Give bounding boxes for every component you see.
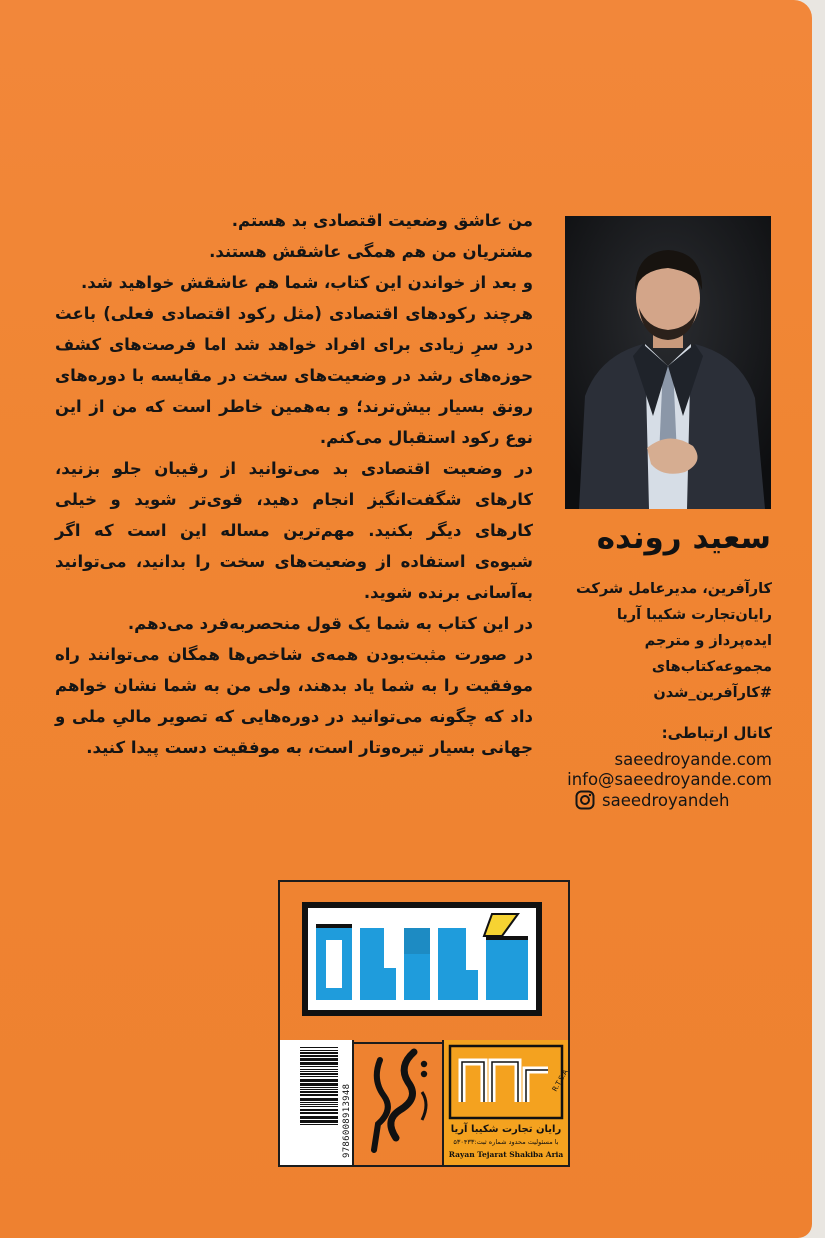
barcode-bar xyxy=(300,1066,338,1067)
barcode-bar xyxy=(300,1089,338,1090)
blurb-paragraph: در وضعیت اقتصادی بد می‌توانید از رقیبان جلو بزنید، کارهای شگفت‌انگیز انجام دهید، قوی‌تر شوید و خیلی کارهای دیگر بکنید. مهم‌ترین مساله این است که اگر شیوه‌ی استفاده از وضعیت‌های سخت را بدانید، می‌توانید به‌آسانی برنده شوید. xyxy=(55,459,533,602)
negah-imprint-logo xyxy=(354,1040,444,1165)
email-link[interactable]: info@saeedroyande.com xyxy=(567,770,772,789)
author-portrait-illustration xyxy=(565,216,771,509)
author-role-line: رایان‌تجارت شکیبا آریا xyxy=(616,607,772,623)
barcode-bar xyxy=(300,1104,338,1105)
isbn-barcode xyxy=(280,1040,354,1165)
barcode-bar xyxy=(300,1109,338,1111)
blurb-paragraph: در صورت مثبت‌بودن همه‌ی شاخص‌ها همگان می‌توانند راه موفقیت را به شما یاد بدهند، ولی من به شما نشان خواهم داد که چگونه می‌توانید در دوره‌هایی که تصویر مالیِ ملی و جهانی بسیار تیره‌وتار است، به موفقیت دست پیدا کنید. xyxy=(55,645,533,757)
back-cover-blurb xyxy=(55,205,533,763)
publisher-logo-box xyxy=(444,1040,568,1165)
barcode-bar xyxy=(300,1050,338,1051)
author-roles xyxy=(560,576,772,706)
negah-imprint-mark xyxy=(354,1040,442,1165)
barcode-bar xyxy=(300,1091,338,1093)
blurb-paragraph: و بعد از خواندن این کتاب، شما هم عاشقش خواهید شد. xyxy=(80,273,533,292)
barcode-bar xyxy=(300,1047,338,1048)
barcode-bar xyxy=(300,1052,338,1054)
publisher-registration: با مسئولیت محدود شماره ثبت:۵۳۰۴۳۳ xyxy=(453,1138,559,1146)
instagram-icon xyxy=(575,790,595,810)
barcode-bar xyxy=(300,1071,338,1072)
blurb-paragraph: هرچند رکودهای اقتصادی (مثل رکود اقتصادی فعلی) باعث درد سرِ زیادی برای افراد خواهد شد اما فرصت‌های کشف حوزه‌های رشد در وضعیت‌های سخت در مقایسه با دوره‌های رونق بسیار بیش‌ترند؛ و به‌همین خاطر است که من از این نوع رکود استقبال می‌کنم. xyxy=(55,304,533,447)
publisher-strip xyxy=(278,1040,570,1167)
barcode-bar xyxy=(300,1116,338,1119)
author-role-line: کارآفرین، مدیرعامل شرکت xyxy=(576,581,772,597)
barcode-bar xyxy=(300,1102,338,1103)
series-logo xyxy=(296,898,548,1022)
series-logo-frame xyxy=(278,880,570,1044)
barcode-bar xyxy=(300,1120,338,1123)
instagram-handle: saeedroyandeh xyxy=(602,790,730,810)
website-link[interactable]: saeedroyande.com xyxy=(614,750,772,769)
barcode-bar xyxy=(300,1083,338,1086)
barcode-bar xyxy=(300,1112,338,1114)
blurb-paragraph: من عاشق وضعیت اقتصادی بد هستم. xyxy=(231,211,533,230)
blurb-paragraph: در این کتاب به شما یک قول منحصربه‌فرد می‌دهم. xyxy=(127,614,533,633)
barcode-bar xyxy=(300,1062,338,1065)
barcode-bar xyxy=(300,1124,338,1125)
contact-title: کانال ارتباطی: xyxy=(661,724,772,742)
barcode-bar xyxy=(300,1069,338,1070)
barcode-bar xyxy=(300,1055,338,1057)
barcode-bar xyxy=(300,1079,338,1082)
barcode-bar xyxy=(300,1073,338,1075)
publisher-name-english: Rayan Tejarat Shakiba Aria xyxy=(448,1150,564,1159)
blurb-paragraph: مشتریان من هم همگی عاشقش هستند. xyxy=(209,242,533,261)
author-role-line: #کارآفرین_شدن xyxy=(653,685,772,701)
barcode-bar xyxy=(300,1106,338,1107)
barcode-bar xyxy=(300,1098,338,1101)
publisher-mark-text: R.T.S.A xyxy=(550,1068,568,1093)
barcode-bar xyxy=(300,1094,338,1096)
barcode-bar xyxy=(300,1087,338,1088)
barcode-bar xyxy=(300,1076,338,1077)
publisher-name: رایان تجارت شکیبا آریا xyxy=(450,1124,562,1135)
author-name: سعید رونده xyxy=(596,520,771,556)
isbn-number: 9786008913948 xyxy=(342,1083,352,1158)
author-role-line: ایده‌پرداز و مترجم xyxy=(644,633,772,649)
series-logo-mark xyxy=(296,898,548,1022)
instagram-handle-row[interactable] xyxy=(575,790,729,810)
author-role-line: مجموعه‌کتاب‌های xyxy=(651,659,772,675)
barcode-bar xyxy=(300,1058,338,1061)
publisher-logo xyxy=(444,1040,568,1124)
barcode-bars xyxy=(284,1045,340,1159)
author-photo xyxy=(565,216,771,509)
